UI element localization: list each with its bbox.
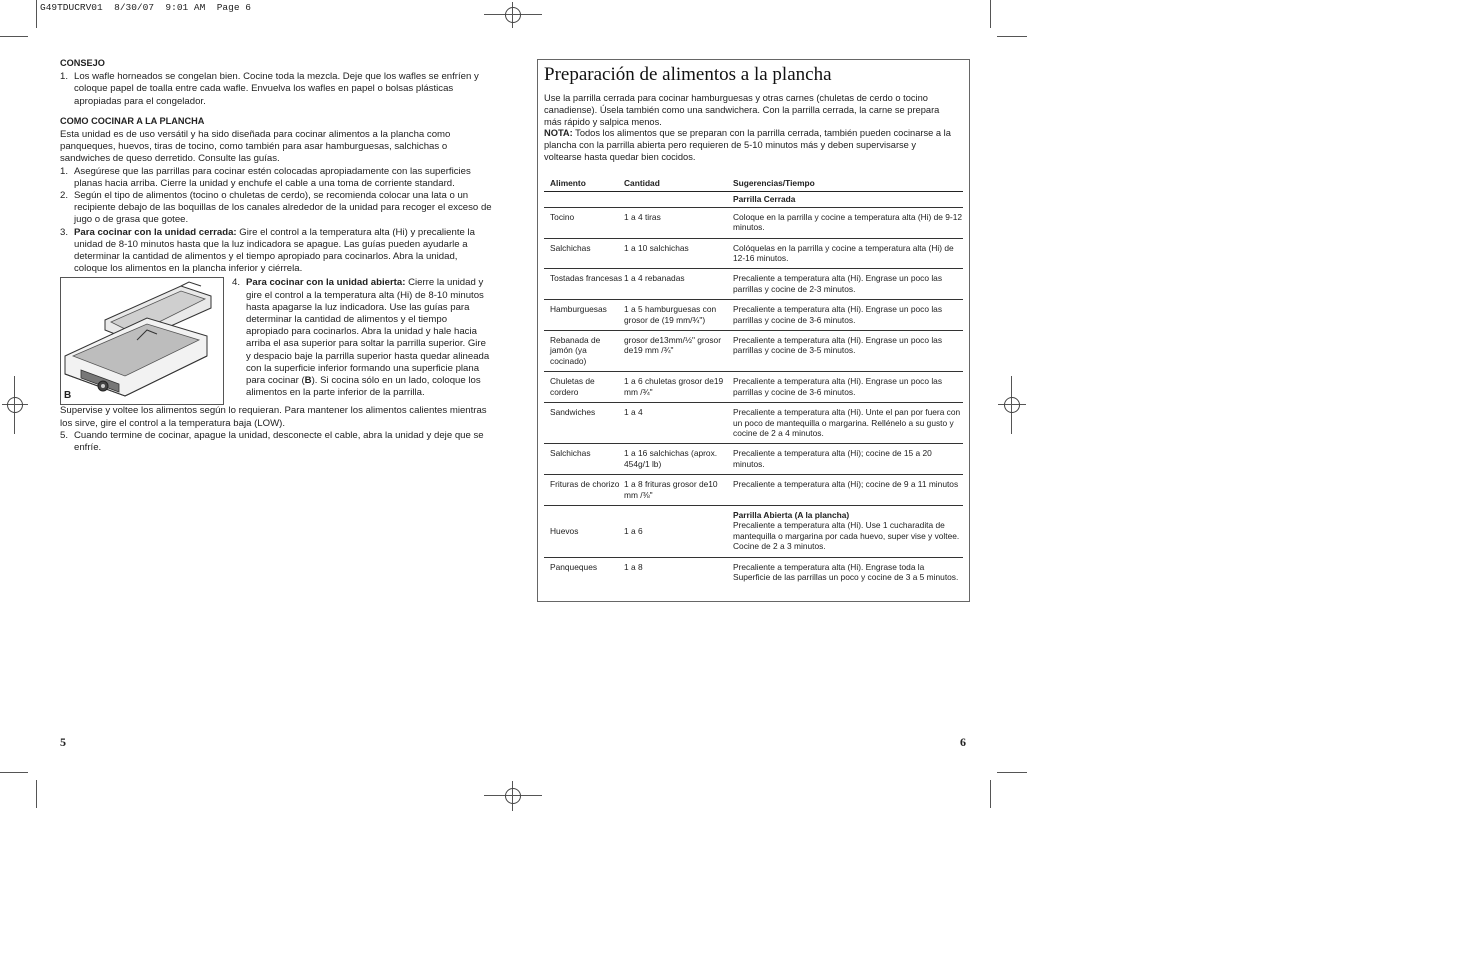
step-number: 4. bbox=[232, 277, 241, 289]
quantity-cell: 1 a 16 salchichas (aprox. 454g/1 lb) bbox=[623, 444, 732, 475]
registration-mark bbox=[505, 788, 521, 804]
step-text: Asegúrese que las parrillas para cocinar estén colocadas apropiadamente con las superficies planas hacia arriba. Cierre la unidad y enchufe el cable a una toma de corriente standard. bbox=[74, 165, 471, 189]
table-row bbox=[544, 475, 963, 506]
step-number: 2. bbox=[60, 190, 69, 202]
como-section bbox=[60, 115, 492, 454]
food-cell: Frituras de chorizo bbox=[544, 475, 623, 506]
quantity-cell: 1 a 8 frituras grosor de10 mm /⅜" bbox=[623, 475, 732, 506]
registration-mark bbox=[1004, 397, 1020, 413]
tip-cell: Precaliente a temperatura alta (Hi). Engrase un poco las parrillas y cocine de 3-6 minutos. bbox=[732, 300, 963, 331]
figure-row bbox=[60, 277, 492, 405]
figure-label: B bbox=[64, 390, 72, 402]
step-body: Cierre la unidad y gire el control a la temperatura alta (Hi) de 8-10 minutos hasta apagarse la luz indicadora. Use las guías para determinar la cantidad de alimentos y el tiempo apropiado para cocinarlos. Abra la unidad y hale hacia arriba el asa superior para soltar la parrilla superior. Gire y despacio baje la parrilla superior hasta quedar alineada con la superficie inferior formando una superficie plana para cocinar ( bbox=[246, 277, 490, 387]
quantity-cell: grosor de13mm/½" grosor de19 mm /¾" bbox=[623, 331, 732, 372]
quantity-cell: 1 a 8 bbox=[624, 561, 643, 572]
griddle-illustration bbox=[61, 278, 223, 404]
tip-cell: Precaliente a temperatura alta (Hi). Engrase un poco las parrillas y cocine de 3-5 minutos. bbox=[732, 331, 963, 372]
table-row bbox=[544, 444, 963, 475]
step-4 bbox=[232, 277, 492, 405]
supervise-text: Supervise y voltee los alimentos según lo requieran. Para mantener los alimentos calientes mientras los sirve, gire el control a la temperatura baja (LOW). bbox=[60, 405, 487, 429]
step-text bbox=[246, 277, 492, 399]
tip-cell: Precaliente a temperatura alta (Hi). Engrase un poco las parrillas y cocine de 3-6 minutos. bbox=[732, 372, 963, 403]
step-2 bbox=[60, 190, 492, 227]
crop-mark bbox=[990, 0, 991, 28]
tip-cell bbox=[732, 505, 963, 557]
consejo-item bbox=[60, 71, 492, 108]
step-text: Según el tipo de alimentos (tocino o chuletas de cerdo), se recomienda colocar una lata o un recipiente debajo de las boquillas de los canales alrededor de la unidad para recoger el exceso de jugo o de grasa que gotee. bbox=[74, 190, 492, 226]
food-cell: Hamburguesas bbox=[544, 300, 623, 331]
table-row bbox=[544, 207, 963, 238]
step-bold-label: Para cocinar con la unidad cerrada: bbox=[74, 226, 237, 238]
food-cell: Tostadas francesas bbox=[544, 269, 623, 300]
table-row bbox=[544, 300, 963, 331]
crop-mark bbox=[36, 780, 37, 808]
table-row bbox=[544, 403, 963, 444]
food-cell: Chuletas de cordero bbox=[544, 372, 623, 403]
column-header: Cantidad bbox=[623, 176, 732, 192]
item-number: 1. bbox=[60, 71, 69, 83]
intro-text bbox=[544, 93, 954, 164]
step-text: Cuando termine de cocinar, apague la unidad, desconecte el cable, abra la unidad y deje que se enfríe. bbox=[74, 429, 484, 454]
step-text bbox=[74, 227, 492, 276]
quantity-cell: 1 a 4 tiras bbox=[623, 207, 732, 238]
note-label: NOTA: bbox=[544, 128, 573, 139]
food-cell: Salchichas bbox=[544, 238, 623, 269]
column-header: Alimento bbox=[544, 176, 623, 192]
quantity-cell: 1 a 5 hamburguesas con grosor de (19 mm/¾") bbox=[623, 300, 732, 331]
tip-cell: Precaliente a temperatura alta (Hi). Engrase un poco las parrillas y cocine de 2-3 minutos. bbox=[732, 269, 963, 300]
quantity-cell: 1 a 10 salchichas bbox=[623, 238, 732, 269]
open-grill-subheader: Parrilla Abierta (A la plancha) bbox=[733, 509, 850, 520]
step-3 bbox=[60, 227, 492, 276]
como-heading: COMO COCINAR A LA PLANCHA bbox=[60, 115, 205, 126]
step-number: 3. bbox=[60, 226, 69, 238]
food-cell: Sandwiches bbox=[544, 403, 623, 444]
food-cell: Salchichas bbox=[544, 444, 623, 475]
quantity-cell: 1 a 4 bbox=[623, 403, 732, 444]
registration-mark bbox=[7, 397, 23, 413]
crop-mark bbox=[0, 36, 28, 37]
table-row-open-grill bbox=[544, 505, 963, 557]
quantity-cell: 1 a 6 bbox=[623, 505, 732, 557]
table-row bbox=[544, 372, 963, 403]
crop-mark bbox=[36, 0, 37, 28]
note-text: Todos los alimentos que se preparan con la parrilla cerrada, también pueden cocinarse a la plancha con la parrilla abierta pero requieren de 5-10 minutos más y deben supervisarse y voltearse hasta quedar bien cocidos. bbox=[544, 128, 951, 162]
page-number-left: 5 bbox=[60, 735, 66, 749]
consejo-heading: CONSEJO bbox=[60, 58, 105, 68]
print-slug: G49TDUCRV01 8/30/07 9:01 AM Page 6 bbox=[40, 2, 251, 13]
tip-cell: Precaliente a temperatura alta (Hi). Engrase toda la Superficie de las parrillas un poco y cocine de 3 a 5 minutos. bbox=[733, 561, 959, 582]
subheader-label: Parrilla Cerrada bbox=[732, 192, 963, 207]
tip-cell: Coloque en la parrilla y cocine a temperatura alta (Hi) de 9-12 minutos. bbox=[732, 207, 963, 238]
tip-text: Precaliente a temperatura alta (Hi). Use 1 cucharadita de mantequilla o margarina por cada huevo, super vise y voltee. Cocine de 2 a 3 minutos. bbox=[733, 520, 960, 552]
step-body-end: ). Si cocina sólo en un lado, coloque los alimentos en la parte inferior de la parrilla. bbox=[246, 375, 481, 399]
note-paragraph bbox=[544, 128, 954, 163]
food-cell: Panqueques bbox=[550, 561, 598, 572]
table-row bbox=[544, 557, 963, 587]
column-header: Sugerencias/Tiempo bbox=[732, 176, 963, 192]
figure-ref: B bbox=[304, 375, 312, 387]
grilling-guide-box bbox=[537, 59, 970, 602]
crop-mark bbox=[0, 772, 28, 773]
intro-paragraph: Use la parrilla cerrada para cocinar hamburguesas y otras carnes (chuletas de cerdo o tocino canadiense). Úsela también como una sandwichera. Con la parrilla cerrada, la carne se prepara más rápido y salpica menos. bbox=[544, 93, 940, 127]
consejo-section bbox=[60, 57, 492, 108]
table-row bbox=[544, 238, 963, 269]
page-title: Preparación de alimentos a la plancha bbox=[544, 64, 832, 85]
quantity-cell: 1 a 6 chuletas grosor de19 mm /¾" bbox=[623, 372, 732, 403]
step-4-row bbox=[232, 277, 492, 399]
step-number: 5. bbox=[60, 429, 69, 441]
crop-mark bbox=[990, 780, 991, 808]
table-row bbox=[544, 269, 963, 300]
step-5 bbox=[60, 430, 492, 454]
item-text: Los wafle horneados se congelan bien. Cocine toda la mezcla. Deje que los wafles se enfríen y coloque papel de toalla entre cada wafle. Envuelva los wafles en papel o bolsas plásticas apropiadas para el congelador. bbox=[74, 71, 479, 107]
tip-cell: Precaliente a temperatura alta (Hi); cocine de 15 a 20 minutos. bbox=[732, 444, 963, 475]
table-header-row bbox=[544, 176, 963, 192]
page-number-right: 6 bbox=[960, 735, 966, 749]
quantity-cell: 1 a 4 rebanadas bbox=[623, 269, 732, 300]
como-intro: Esta unidad es de uso versátil y ha sido diseñada para cocinar alimentos a la plancha como panqueques, huevos, tiras de tocino, como también para asar hamburguesas, salchichas o sandwiches de queso derretido. Consulte las guías. bbox=[60, 129, 451, 165]
tip-cell: Precaliente a temperatura alta (Hi). Unte el pan por fuera con un poco de mantequilla o margarina. Rellénelo a su gusto y cocine de 2 a 4 minutos. bbox=[732, 403, 963, 444]
food-cell: Rebanada de jamón (ya cocinado) bbox=[544, 331, 623, 372]
food-cell: Tocino bbox=[544, 207, 623, 238]
crop-mark bbox=[997, 36, 1027, 37]
table-row bbox=[544, 331, 963, 372]
step-bold-label: Para cocinar con la unidad abierta: bbox=[246, 277, 406, 289]
crop-mark bbox=[997, 772, 1027, 773]
left-page-content bbox=[60, 57, 492, 461]
cooking-guide-table bbox=[544, 176, 963, 587]
step-body: Gire el control a la temperatura alta (Hi) y precaliente la unidad de 8-10 minutos hasta que la luz indicadora se apague. Las guías pueden ayudarle a determinar la cantidad de alimentos y el tiempo apropiado para cocinarlos. Abra la unidad, coloque los alimentos en la plancha inferior y ciérrela. bbox=[74, 226, 475, 275]
tip-cell: Colóquelas en la parrilla y cocine a temperatura alta (Hi) de 12-16 minutos. bbox=[732, 238, 963, 269]
registration-mark bbox=[505, 7, 521, 23]
step-1 bbox=[60, 166, 492, 190]
step-number: 1. bbox=[60, 165, 69, 177]
closed-grill-subheader bbox=[544, 192, 963, 207]
figure-b bbox=[60, 277, 224, 405]
food-cell: Huevos bbox=[544, 505, 623, 557]
tip-cell: Precaliente a temperatura alta (Hi); cocine de 9 a 11 minutos bbox=[732, 475, 963, 506]
